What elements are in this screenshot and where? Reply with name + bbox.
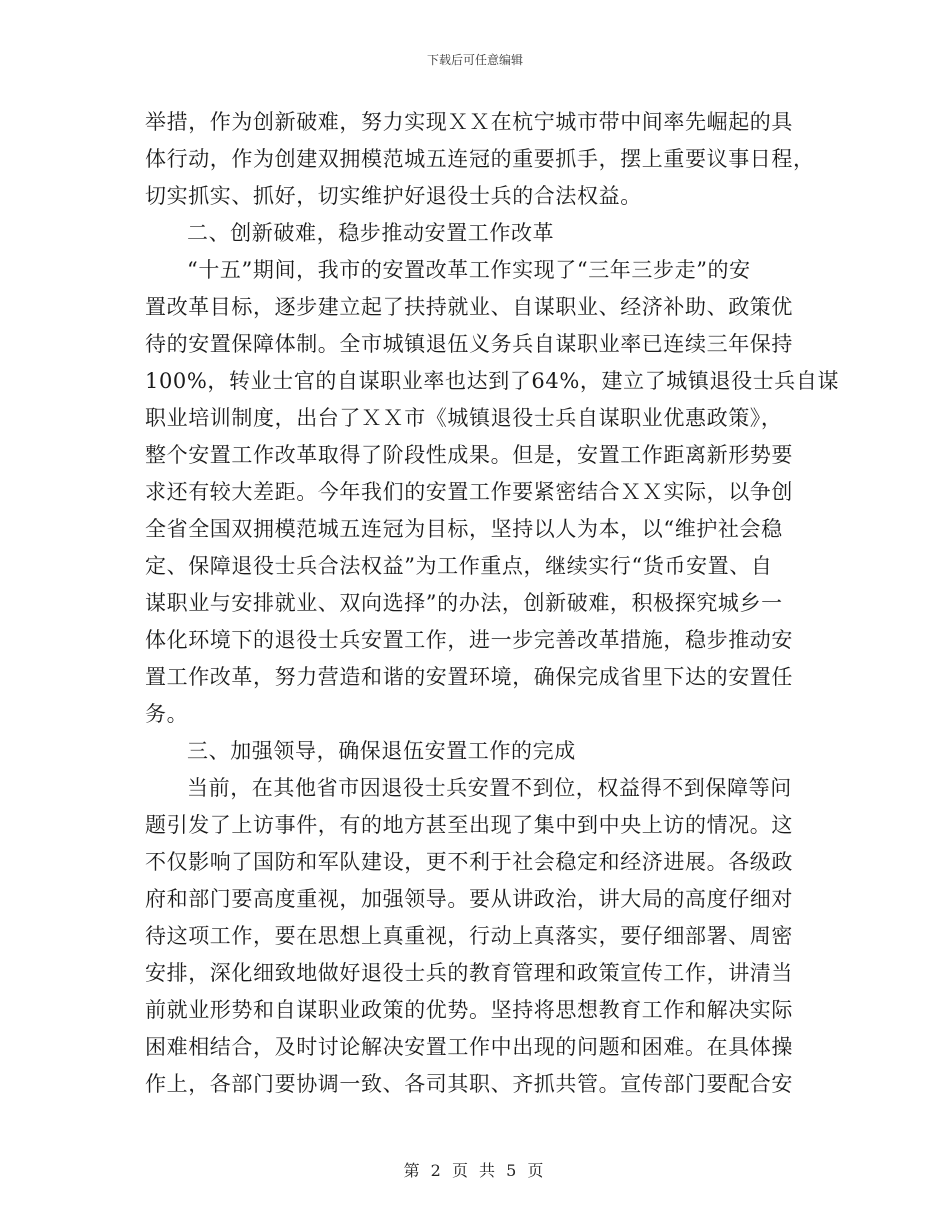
paragraph-line: 前就业形势和自谋职业政策的优势。坚持将思想教育工作和解决实际 (145, 998, 793, 1022)
paragraph-line: 当前，在其他省市因退役士兵安置不到位，权益得不到保障等问 (187, 776, 792, 800)
paragraph-line: 整个安置工作改革取得了阶段性成果。但是，安置工作距离新形势要 (145, 443, 793, 467)
paragraph-line: 置改革目标，逐步建立起了扶持就业、自谋职业、经济补助、政策优 (145, 295, 793, 319)
paragraph-line: 体化环境下的退役士兵安置工作，进一步完善改革措施，稳步推动安 (145, 628, 793, 652)
page-header-note: 下载后可任意编辑 (426, 53, 523, 67)
paragraph-line: 切实抓实、抓好，切实维护好退役士兵的合法权益。 (145, 184, 642, 208)
paragraph-line: 谋职业与安排就业、双向选择”的办法，创新破难，积极探究城乡一 (145, 591, 783, 615)
paragraph-line: 求还有较大差距。今年我们的安置工作要紧密结合ＸＸ实际，以争创 (145, 480, 793, 504)
paragraph-line: 体行动，作为创建双拥模范城五连冠的重要抓手，摆上重要议事日程， (145, 147, 815, 171)
paragraph-line: 举措，作为创新破难，努力实现ＸＸ在杭宁城市带中间率先崛起的具 (145, 110, 793, 134)
paragraph-line: 题引发了上访事件，有的地方甚至出现了集中到中央上访的情况。这 (145, 813, 793, 837)
paragraph-line: 定、保障退役士兵合法权益”为工作重点，继续实行“货币安置、自 (145, 554, 773, 578)
page-number-footer: 第 2 页 共 5 页 (403, 1161, 547, 1180)
paragraph-line: 务。 (145, 702, 189, 726)
paragraph-line: 100%，转业士官的自谋职业率也达到了64%，建立了城镇退役士兵自谋 (145, 369, 840, 393)
paragraph-line: 职业培训制度，出台了ＸＸ市《城镇退役士兵自谋职业优惠政策》， (145, 406, 783, 430)
paragraph-line: 安排，深化细致地做好退役士兵的教育管理和政策宣传工作，讲清当 (145, 961, 793, 985)
paragraph-line: “十五”期间，我市的安置改革工作实现了“三年三步走”的安 (187, 258, 751, 282)
paragraph-line: 待的安置保障体制。全市城镇退伍义务兵自谋职业率已连续三年保持 (145, 332, 793, 356)
paragraph-line: 府和部门要高度重视，加强领导。要从讲政治，讲大局的高度仔细对 (145, 887, 793, 911)
section-heading-2: 二、创新破难，稳步推动安置工作改革 (187, 221, 555, 245)
paragraph-line: 置工作改革，努力营造和谐的安置环境，确保完成省里下达的安置任 (145, 665, 793, 689)
section-heading-3: 三、加强领导，确保退伍安置工作的完成 (187, 739, 576, 763)
document-body (145, 104, 840, 1103)
paragraph-line: 不仅影响了国防和军队建设，更不利于社会稳定和经济进展。各级政 (145, 850, 793, 874)
paragraph-line: 困难相结合，及时讨论解决安置工作中出现的问题和困难。在具体操 (145, 1035, 793, 1059)
paragraph-line: 全省全国双拥模范城五连冠为目标，坚持以人为本，以“维护社会稳 (145, 517, 783, 541)
paragraph-line: 待这项工作，要在思想上真重视，行动上真落实，要仔细部署、周密 (145, 924, 793, 948)
paragraph-line: 作上，各部门要协调一致、各司其职、齐抓共管。宣传部门要配合安 (145, 1072, 793, 1096)
